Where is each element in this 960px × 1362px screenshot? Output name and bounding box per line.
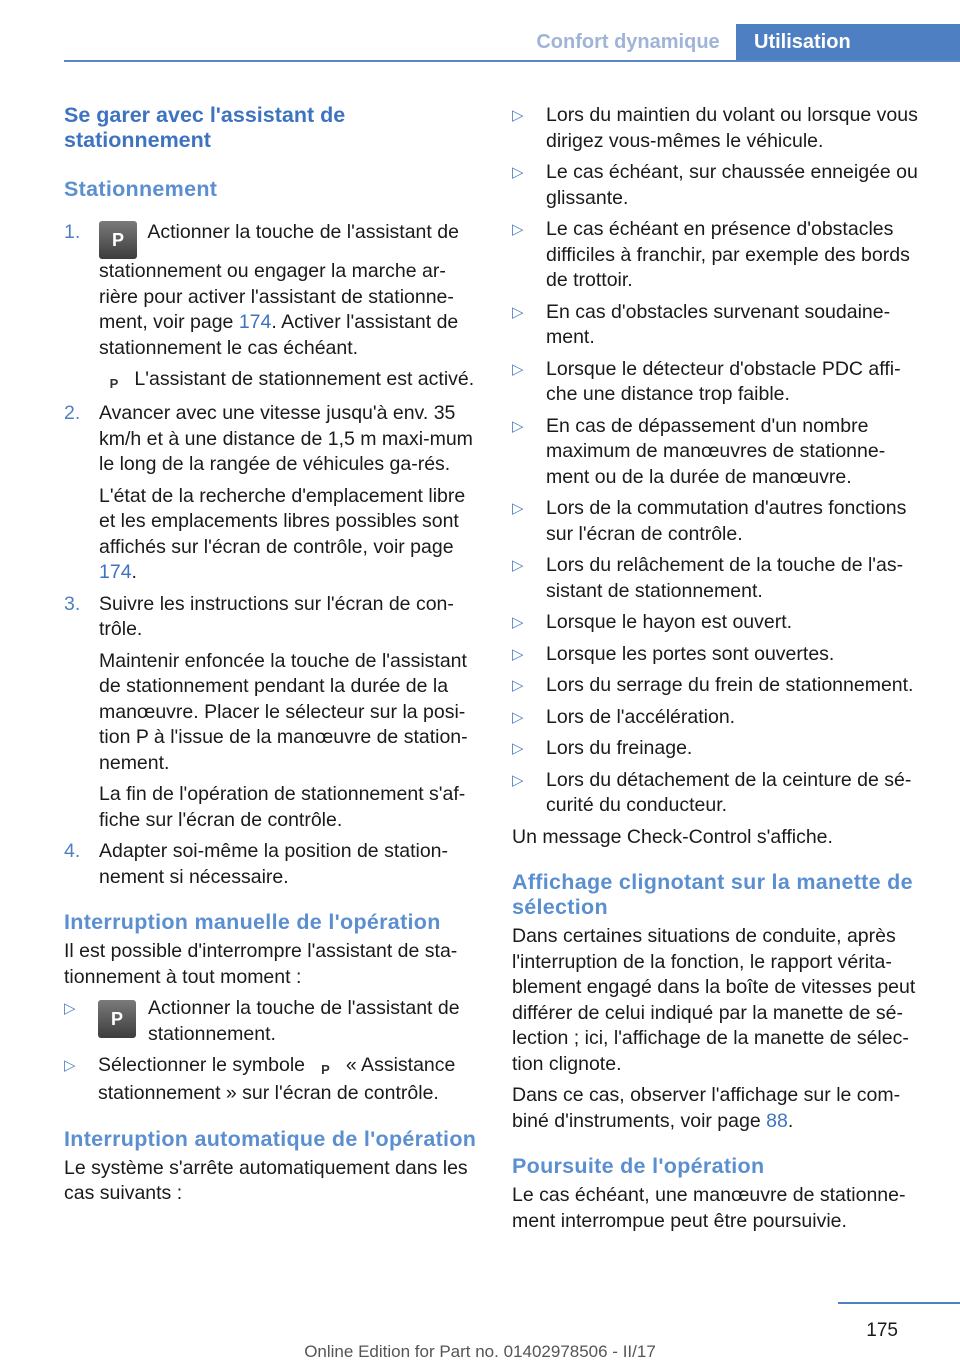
bullet-triangle-icon: ▷	[512, 500, 524, 517]
list-item-text: En cas d'obstacles survenant soudaine-ment.	[546, 300, 891, 348]
park-assist-button-icon: P	[99, 221, 137, 259]
list-item-text: Lors de la commutation d'autres fonctions sur l'écran de contrôle.	[546, 497, 907, 545]
list-item	[512, 414, 928, 491]
section-tab-confort[interactable]: Confort dynamique	[520, 24, 736, 61]
resume-paragraph: Le cas échéant, une manœuvre de stationne-ment interrompue peut être poursuivie.	[512, 1184, 906, 1232]
step-3	[64, 592, 482, 834]
blink-paragraph-1: Dans certaines situations de conduite, après l'interruption de la fonction, le rapport vérita-blement engagé dans la boîte de vitesses peut différer de celui indiqué par la manette de sé-lection ; ici, l'affichage de la manette de sélec-tion clignote.	[512, 925, 916, 1075]
bullet-triangle-icon: ▷	[64, 1000, 76, 1017]
list-item-text: Lorsque le détecteur d'obstacle PDC affi-che une distance trop faible.	[546, 357, 901, 405]
list-item	[512, 736, 928, 762]
step-text: Avancer avec une vitesse jusqu'à env. 35 km/h et à une distance de 1,5 m maxi-mum le long de la rangée de véhicules ga-rés.	[99, 402, 473, 475]
section-tab-utilisation[interactable]: Utilisation	[736, 24, 960, 61]
bullet-triangle-icon: ▷	[64, 1057, 76, 1074]
bullet-triangle-icon: ▷	[512, 221, 524, 238]
list-item	[512, 610, 928, 636]
step-1	[64, 220, 482, 395]
list-item	[512, 496, 928, 547]
list-item-text: Lors du relâchement de la touche de l'as-sistant de stationnement.	[546, 554, 904, 602]
bullet-triangle-icon: ▷	[512, 557, 524, 574]
heading-resume: Poursuite de l'opération	[512, 1154, 765, 1178]
page-footer	[0, 1302, 960, 1362]
park-assist-symbol-icon: P	[321, 1062, 330, 1077]
step-2	[64, 401, 482, 586]
page-link-174[interactable]: 174	[238, 311, 272, 333]
list-item-text: Lorsque le hayon est ouvert.	[546, 611, 793, 633]
step-text-end: . Activer l'assistant de stationnement le cas échéant.	[99, 311, 459, 359]
heading-manual-interruption: Interruption manuelle de l'opération	[64, 910, 441, 934]
list-item-text: En cas de dépassement d'un nombre maximum de manœuvres de stationne-ment ou de la durée de manœuvre.	[546, 414, 886, 488]
list-item	[512, 160, 928, 211]
paragraph-text-end: .	[787, 1109, 794, 1132]
step-1-note	[99, 367, 482, 395]
step-text: Adapter soi-même la position de station-nement si nécessaire.	[99, 840, 449, 888]
page-link-174[interactable]: 174	[99, 561, 132, 583]
list-item	[512, 705, 928, 731]
heading-blinking-display: Affichage clignotant sur la manette de sélection	[512, 870, 913, 919]
list-item	[512, 217, 928, 294]
list-item	[512, 357, 928, 408]
footer-rule	[838, 1302, 960, 1304]
auto-paragraph: Le système s'arrête automatiquement dans les cas suivants :	[64, 1156, 468, 1204]
bullet-triangle-icon: ▷	[512, 708, 524, 726]
heading-auto-interruption: Interruption automatique de l'opération	[64, 1126, 477, 1151]
list-item-text: Lors du maintien du volant ou lorsque vous dirigez vous-mêmes le véhicule.	[546, 104, 918, 152]
list-item	[512, 103, 928, 154]
bullet-triangle-icon: ▷	[512, 645, 524, 663]
bullet-text-end: « Assistance stationnement » sur l'écran de contrôle.	[98, 1054, 456, 1104]
park-assist-symbol-icon: P	[109, 376, 119, 391]
left-column	[64, 103, 482, 1207]
list-item-text: Le cas échéant, sur chaussée enneigée ou glissante.	[546, 161, 918, 209]
page-number: 175	[866, 1320, 898, 1341]
note-text: L'état de la recherche d'emplacement libre et les emplacements libres possibles sont affichés sur l'écran de contrôle, voir page	[99, 484, 466, 558]
bullet-triangle-icon: ▷	[512, 164, 524, 181]
heading-stationnement: Stationnement	[64, 177, 218, 201]
manual-bullet-1	[64, 996, 482, 1047]
step-2-note	[99, 484, 482, 586]
step-3-note-2: La fin de l'opération de stationnement s'af-fiche sur l'écran de contrôle.	[99, 783, 466, 831]
step-number: 3.	[64, 592, 81, 615]
list-item	[512, 673, 928, 699]
step-text: Actionner la touche de l'assistant de stationnement ou engager la marche ar-rière pour activer l'assistant de stationne-ment, voir page	[99, 221, 459, 333]
bullet-triangle-icon: ▷	[512, 614, 524, 631]
step-4	[64, 839, 482, 890]
note-text: L'assistant de stationnement est activé.	[129, 368, 475, 390]
step-3-note-1: Maintenir enfoncée la touche de l'assistant de stationnement pendant la durée de la manœuvre. Placer le sélecteur sur la posi-tion P à l'issue de la manœuvre de station-nement.	[99, 649, 468, 774]
list-item-text: Le cas échéant en présence d'obstacles difficiles à franchir, par exemple des bords de trottoir.	[546, 218, 910, 291]
step-text: Suivre les instructions sur l'écran de con-trôle.	[99, 592, 454, 640]
step-number: 4.	[64, 840, 81, 862]
bullet-triangle-icon: ▷	[512, 740, 524, 757]
right-column	[512, 103, 928, 1234]
list-item-text: Lorsque les portes sont ouvertes.	[546, 642, 835, 665]
step-number: 1.	[64, 221, 81, 243]
bullet-text: Actionner la touche de l'assistant de stationnement.	[148, 997, 460, 1045]
list-item-text: Lors du serrage du frein de stationnement.	[546, 674, 914, 696]
check-control-note: Un message Check-Control s'affiche.	[512, 825, 833, 848]
bullet-triangle-icon: ▷	[512, 107, 524, 124]
list-item-text: Lors du détachement de la ceinture de sé-curité du conducteur.	[546, 768, 912, 816]
page-link-88[interactable]: 88	[766, 1109, 788, 1132]
bullet-triangle-icon: ▷	[512, 677, 524, 694]
page-header	[0, 24, 960, 62]
section-title: Se garer avec l'assistant de stationnement	[64, 103, 346, 152]
manual-paragraph: Il est possible d'interrompre l'assistant de sta-tionnement à tout moment :	[64, 940, 458, 988]
bullet-text: Sélectionner le symbole	[98, 1054, 311, 1076]
list-item	[512, 768, 928, 819]
bullet-triangle-icon: ▷	[512, 771, 524, 789]
blink-paragraph-2	[512, 1083, 928, 1134]
list-item	[512, 642, 928, 668]
list-item-text: Lors du freinage.	[546, 737, 693, 759]
bullet-triangle-icon: ▷	[512, 360, 524, 378]
manual-bullet-2	[64, 1053, 482, 1107]
header-rule	[64, 60, 960, 62]
auto-stop-list	[512, 103, 928, 819]
list-item	[512, 553, 928, 604]
park-assist-button-icon: P	[98, 1000, 136, 1038]
edition-note: Online Edition for Part no. 01402978506 - II/17	[304, 1342, 656, 1361]
list-item	[512, 300, 928, 351]
bullet-triangle-icon: ▷	[512, 303, 524, 321]
step-number: 2.	[64, 402, 81, 424]
bullet-triangle-icon: ▷	[512, 417, 524, 435]
note-text-end: .	[131, 561, 137, 583]
list-item-text: Lors de l'accélération.	[546, 705, 736, 728]
paragraph-text: Dans ce cas, observer l'affichage sur le com-biné d'instruments, voir page	[512, 1084, 901, 1132]
